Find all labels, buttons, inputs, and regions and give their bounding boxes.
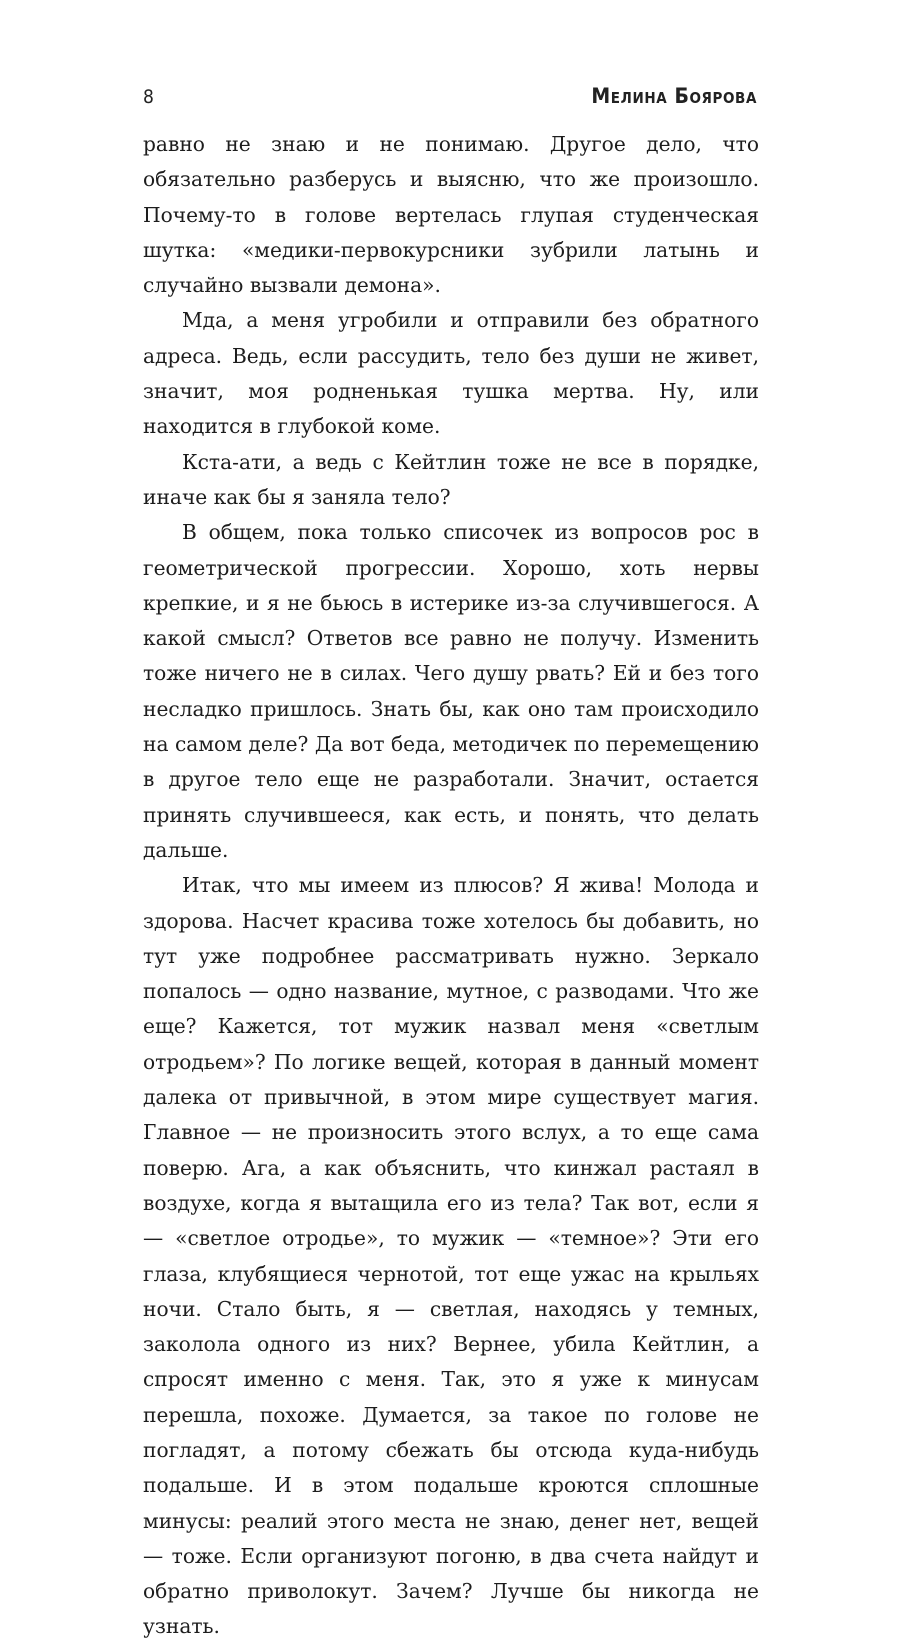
paragraph-continued: равно не знаю и не понимаю. Другое дело, что обязательно разберусь и выясню, что же произошло. Почему-то в голове вертелась глупая студенческая шутка: «медики-первокурсники зубрили латынь и случайно вызвали демона».: [143, 132, 759, 298]
paragraph: В общем, пока только списочек из вопросов рос в геометрической прогрессии. Хорошо, хоть нервы крепкие, и я не бьюсь в истерике из-за случившегося. А какой смысл? Ответов все равно не получу. Изменить тоже ничего не в силах. Чего душу рвать? Ей и без того несладко пришлось. Знать бы, как оно там происходило на самом деле? Да вот беда, методичек по перемещению в другое тело еще не разработали. Значит, остается принять случившееся, как есть, и понять, что делать дальше.: [143, 520, 759, 862]
running-header: [143, 84, 757, 108]
paragraph: Кста-ати, а ведь с Кейтлин тоже не все в порядке, иначе как бы я заняла тело?: [143, 449, 759, 509]
body-text: [143, 127, 759, 1645]
paragraph: Итак, что мы имеем из плюсов? Я жива! Молода и здорова. Насчет красива тоже хотелось бы добавить, но тут уже подробнее рассматривать нужно. Зеркало попалось — одно название, мутное, с разводами. Что же еще? Кажется, тот мужик назвал меня «светлым отродьем»? По логике вещей, которая в данный момент далека от привычной, в этом мире существует магия. Главное — не произносить этого вслух, а то еще сама поверю. Ага, а как объяснить, что кинжал растаял в воздухе, когда я вытащила его из тела? Так вот, если я — «светлое отродье», то мужик — «темное»? Эти его глаза, клубящиеся чернотой, тот еще ужас на крыльях ночи. Стало быть, я — светлая, находясь у темных, заколола одного из них? Вернее, убила Кейтлин, а спросят именно с меня. Так, это я уже к минусам перешла, похоже. Думается, за такое по голове не погладят, а потому сбежать бы отсюда куда-нибудь подальше. И в этом подальше кроются сплошные минусы: реалий этого места не знаю, денег нет, вещей — тоже. Если организуют погоню, в два счета найдут и обратно приволокут. Зачем? Лучше бы никогда не узнать.: [143, 873, 759, 1639]
paragraph: Мда, а меня угробили и отправили без обратного адреса. Ведь, если рассудить, тело без души не живет, значит, моя родненькая тушка мертва. Ну, или находится в глубокой коме.: [143, 308, 759, 439]
author-name: Мелина Боярова: [591, 84, 757, 108]
page-number: 8: [143, 86, 155, 108]
